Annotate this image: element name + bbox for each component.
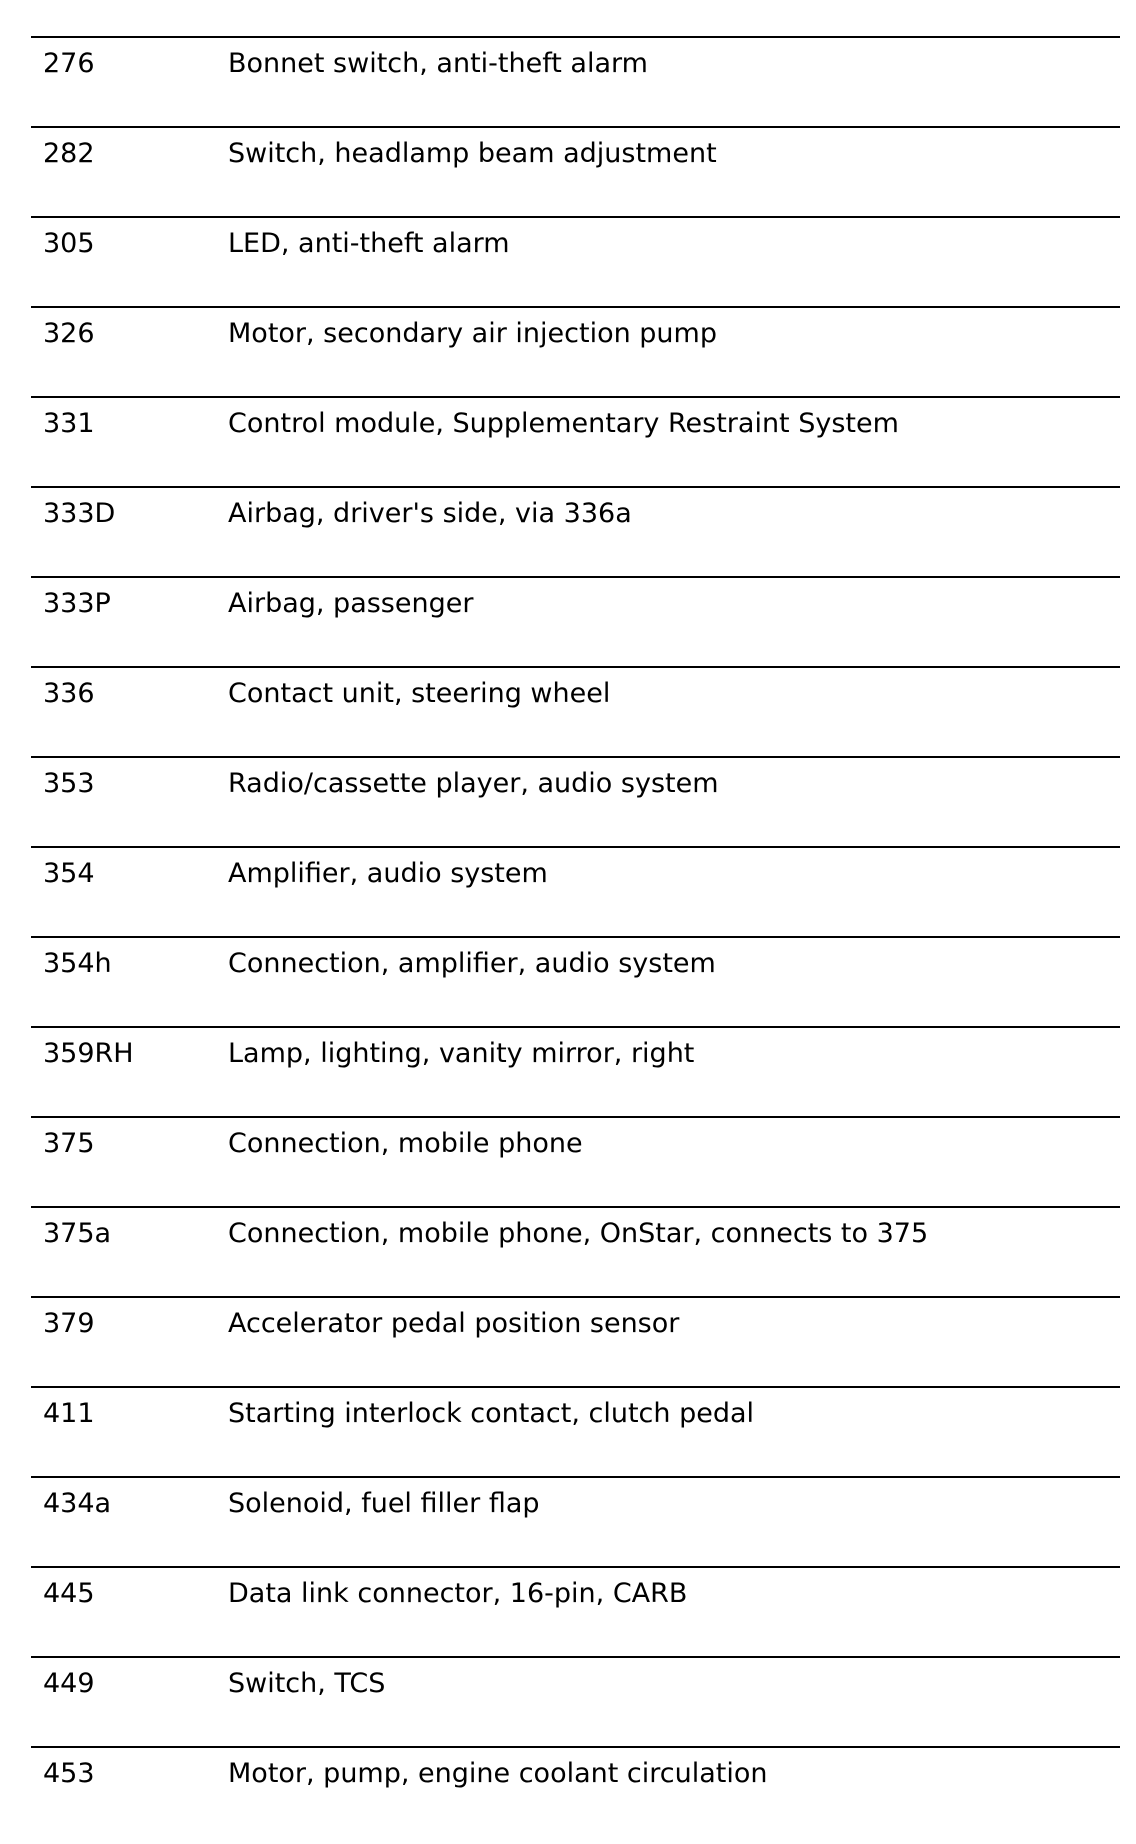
component-code: 375a [43, 1218, 112, 1249]
table-row [31, 36, 1120, 126]
table-row [31, 306, 1120, 396]
table-row [31, 1116, 1120, 1206]
table-row [31, 1026, 1120, 1116]
component-code: 449 [43, 1668, 95, 1699]
component-description: Control module, Supplementary Restraint System [228, 408, 899, 439]
table-row [31, 1476, 1120, 1566]
table-row [31, 1296, 1120, 1386]
component-code: 336 [43, 678, 95, 709]
component-code: 305 [43, 228, 95, 259]
component-description: Amplifier, audio system [228, 858, 548, 889]
component-code: 434a [43, 1488, 112, 1519]
component-description: Starting interlock contact, clutch pedal [228, 1398, 755, 1429]
table-row [31, 666, 1120, 756]
table-row [31, 216, 1120, 306]
component-description: Connection, amplifier, audio system [228, 948, 716, 979]
table-row [31, 936, 1120, 1026]
component-description: Contact unit, steering wheel [228, 678, 611, 709]
component-code: 353 [43, 768, 95, 799]
component-code: 331 [43, 408, 95, 439]
component-description: Radio/cassette player, audio system [228, 768, 719, 799]
component-code: 359RH [43, 1038, 134, 1069]
component-description: Connection, mobile phone [228, 1128, 583, 1159]
component-description: Motor, pump, engine coolant circulation [228, 1758, 768, 1789]
table-row [31, 396, 1120, 486]
component-code: 375 [43, 1128, 95, 1159]
component-description: Airbag, passenger [228, 588, 474, 619]
table-row [31, 756, 1120, 846]
component-code: 326 [43, 318, 95, 349]
component-code: 354 [43, 858, 95, 889]
component-description: Connection, mobile phone, OnStar, connects to 375 [228, 1218, 929, 1249]
component-description: Airbag, driver's side, via 336a [228, 498, 632, 529]
table-row [31, 126, 1120, 216]
component-description: Data link connector, 16-pin, CARB [228, 1578, 688, 1609]
component-description: Bonnet switch, anti-theft alarm [228, 48, 648, 79]
component-description: Switch, headlamp beam adjustment [228, 138, 717, 169]
table-row [31, 846, 1120, 936]
table-row [31, 1746, 1120, 1836]
component-description: Motor, secondary air injection pump [228, 318, 717, 349]
component-code: 354h [43, 948, 112, 979]
component-description: Accelerator pedal position sensor [228, 1308, 680, 1339]
table-row [31, 576, 1120, 666]
component-code: 453 [43, 1758, 95, 1789]
component-description: Solenoid, fuel filler flap [228, 1488, 540, 1519]
table-row [31, 1386, 1120, 1476]
component-description: Lamp, lighting, vanity mirror, right [228, 1038, 695, 1069]
component-code: 411 [43, 1398, 95, 1429]
component-table [31, 36, 1120, 1836]
table-row [31, 1566, 1120, 1656]
table-row [31, 1656, 1120, 1746]
component-code: 333P [43, 588, 111, 619]
component-code: 333D [43, 498, 116, 529]
component-code: 282 [43, 138, 95, 169]
component-code: 276 [43, 48, 95, 79]
component-code: 445 [43, 1578, 95, 1609]
table-row [31, 486, 1120, 576]
component-code: 379 [43, 1308, 95, 1339]
component-description: Switch, TCS [228, 1668, 386, 1699]
component-description: LED, anti-theft alarm [228, 228, 510, 259]
table-row [31, 1206, 1120, 1296]
